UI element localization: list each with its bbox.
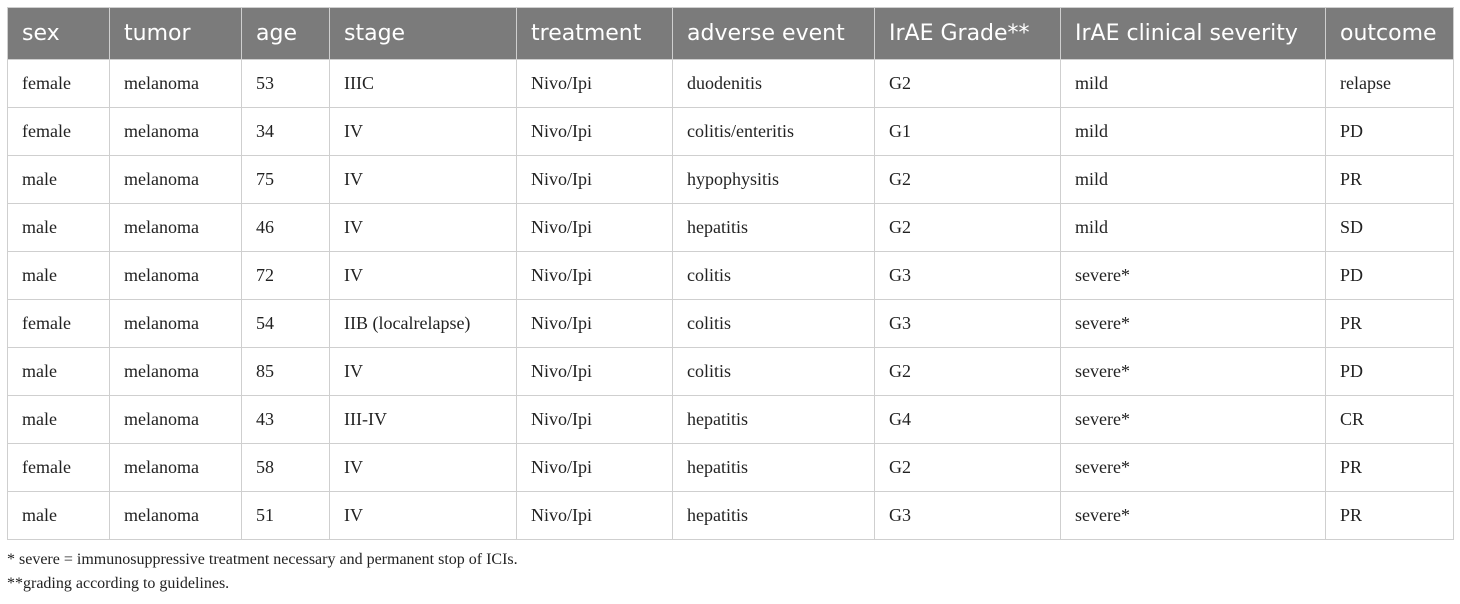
cell-treatment: Nivo/Ipi [517, 156, 673, 204]
cell-sex: male [8, 204, 110, 252]
cell-outcome: PD [1326, 348, 1454, 396]
cell-irae-severity: mild [1061, 108, 1326, 156]
cell-outcome: CR [1326, 396, 1454, 444]
cell-treatment: Nivo/Ipi [517, 300, 673, 348]
cell-irae-severity: severe* [1061, 300, 1326, 348]
cell-tumor: melanoma [110, 396, 242, 444]
table-row [8, 396, 1454, 444]
cell-age: 85 [242, 348, 330, 396]
cell-sex: female [8, 444, 110, 492]
cell-adverse-event: hepatitis [673, 444, 875, 492]
cell-tumor: melanoma [110, 108, 242, 156]
cell-tumor: melanoma [110, 444, 242, 492]
cell-treatment: Nivo/Ipi [517, 108, 673, 156]
cell-outcome: relapse [1326, 60, 1454, 108]
footnote-severity: * severe = immunosuppressive treatment necessary and permanent stop of ICIs. [7, 551, 518, 568]
cell-irae-severity: severe* [1061, 492, 1326, 540]
cell-sex: female [8, 108, 110, 156]
cell-outcome: PR [1326, 156, 1454, 204]
table-row [8, 348, 1454, 396]
cell-age: 53 [242, 60, 330, 108]
col-header-tumor: tumor [110, 8, 242, 60]
cell-age: 34 [242, 108, 330, 156]
cell-sex: female [8, 300, 110, 348]
patient-table [7, 7, 1454, 540]
cell-irae-severity: severe* [1061, 348, 1326, 396]
cell-adverse-event: colitis [673, 348, 875, 396]
cell-stage: IV [330, 156, 517, 204]
cell-stage: IV [330, 252, 517, 300]
col-header-irae-grade: IrAE Grade** [875, 8, 1061, 60]
cell-irae-severity: mild [1061, 60, 1326, 108]
cell-stage: IIIC [330, 60, 517, 108]
table-row [8, 444, 1454, 492]
cell-irae-grade: G2 [875, 204, 1061, 252]
cell-adverse-event: hepatitis [673, 396, 875, 444]
table-row [8, 300, 1454, 348]
cell-treatment: Nivo/Ipi [517, 204, 673, 252]
cell-irae-grade: G1 [875, 108, 1061, 156]
col-header-irae-severity: IrAE clinical severity [1061, 8, 1326, 60]
cell-treatment: Nivo/Ipi [517, 444, 673, 492]
cell-outcome: PR [1326, 492, 1454, 540]
cell-stage: IV [330, 444, 517, 492]
cell-tumor: melanoma [110, 252, 242, 300]
table-row [8, 252, 1454, 300]
cell-treatment: Nivo/Ipi [517, 492, 673, 540]
cell-treatment: Nivo/Ipi [517, 396, 673, 444]
cell-age: 58 [242, 444, 330, 492]
cell-adverse-event: colitis [673, 300, 875, 348]
cell-stage: IV [330, 204, 517, 252]
col-header-age: age [242, 8, 330, 60]
table-row [8, 60, 1454, 108]
col-header-sex: sex [8, 8, 110, 60]
cell-irae-grade: G3 [875, 492, 1061, 540]
cell-adverse-event: duodenitis [673, 60, 875, 108]
cell-stage: IV [330, 492, 517, 540]
cell-irae-grade: G2 [875, 444, 1061, 492]
cell-outcome: SD [1326, 204, 1454, 252]
cell-adverse-event: hepatitis [673, 492, 875, 540]
cell-outcome: PD [1326, 252, 1454, 300]
cell-tumor: melanoma [110, 156, 242, 204]
table-row [8, 204, 1454, 252]
col-header-outcome: outcome [1326, 8, 1454, 60]
cell-treatment: Nivo/Ipi [517, 60, 673, 108]
cell-tumor: melanoma [110, 348, 242, 396]
cell-age: 54 [242, 300, 330, 348]
cell-treatment: Nivo/Ipi [517, 348, 673, 396]
cell-stage: IV [330, 348, 517, 396]
header-row [8, 8, 1454, 60]
cell-adverse-event: colitis [673, 252, 875, 300]
cell-tumor: melanoma [110, 492, 242, 540]
cell-stage: IV [330, 108, 517, 156]
cell-irae-grade: G4 [875, 396, 1061, 444]
cell-adverse-event: colitis/enteritis [673, 108, 875, 156]
cell-age: 72 [242, 252, 330, 300]
table-row [8, 492, 1454, 540]
cell-stage: IIB (localrelapse) [330, 300, 517, 348]
cell-treatment: Nivo/Ipi [517, 252, 673, 300]
footnote-grading: **grading according to guidelines. [7, 575, 230, 592]
col-header-treatment: treatment [517, 8, 673, 60]
cell-irae-grade: G2 [875, 348, 1061, 396]
cell-adverse-event: hypophysitis [673, 156, 875, 204]
cell-tumor: melanoma [110, 204, 242, 252]
cell-sex: male [8, 348, 110, 396]
table-footnotes [7, 548, 518, 596]
cell-tumor: melanoma [110, 300, 242, 348]
cell-irae-severity: mild [1061, 204, 1326, 252]
cell-irae-severity: severe* [1061, 444, 1326, 492]
table-row [8, 108, 1454, 156]
cell-irae-severity: mild [1061, 156, 1326, 204]
table-container [7, 7, 1453, 540]
cell-sex: male [8, 396, 110, 444]
cell-outcome: PR [1326, 300, 1454, 348]
cell-adverse-event: hepatitis [673, 204, 875, 252]
cell-outcome: PR [1326, 444, 1454, 492]
cell-irae-grade: G3 [875, 252, 1061, 300]
cell-sex: female [8, 60, 110, 108]
cell-sex: male [8, 156, 110, 204]
cell-irae-grade: G3 [875, 300, 1061, 348]
cell-outcome: PD [1326, 108, 1454, 156]
cell-tumor: melanoma [110, 60, 242, 108]
cell-irae-severity: severe* [1061, 252, 1326, 300]
cell-age: 75 [242, 156, 330, 204]
cell-irae-grade: G2 [875, 156, 1061, 204]
cell-irae-grade: G2 [875, 60, 1061, 108]
cell-age: 51 [242, 492, 330, 540]
cell-age: 43 [242, 396, 330, 444]
cell-stage: III-IV [330, 396, 517, 444]
cell-irae-severity: severe* [1061, 396, 1326, 444]
cell-sex: male [8, 252, 110, 300]
cell-age: 46 [242, 204, 330, 252]
col-header-adverse-event: adverse event [673, 8, 875, 60]
col-header-stage: stage [330, 8, 517, 60]
cell-sex: male [8, 492, 110, 540]
table-row [8, 156, 1454, 204]
